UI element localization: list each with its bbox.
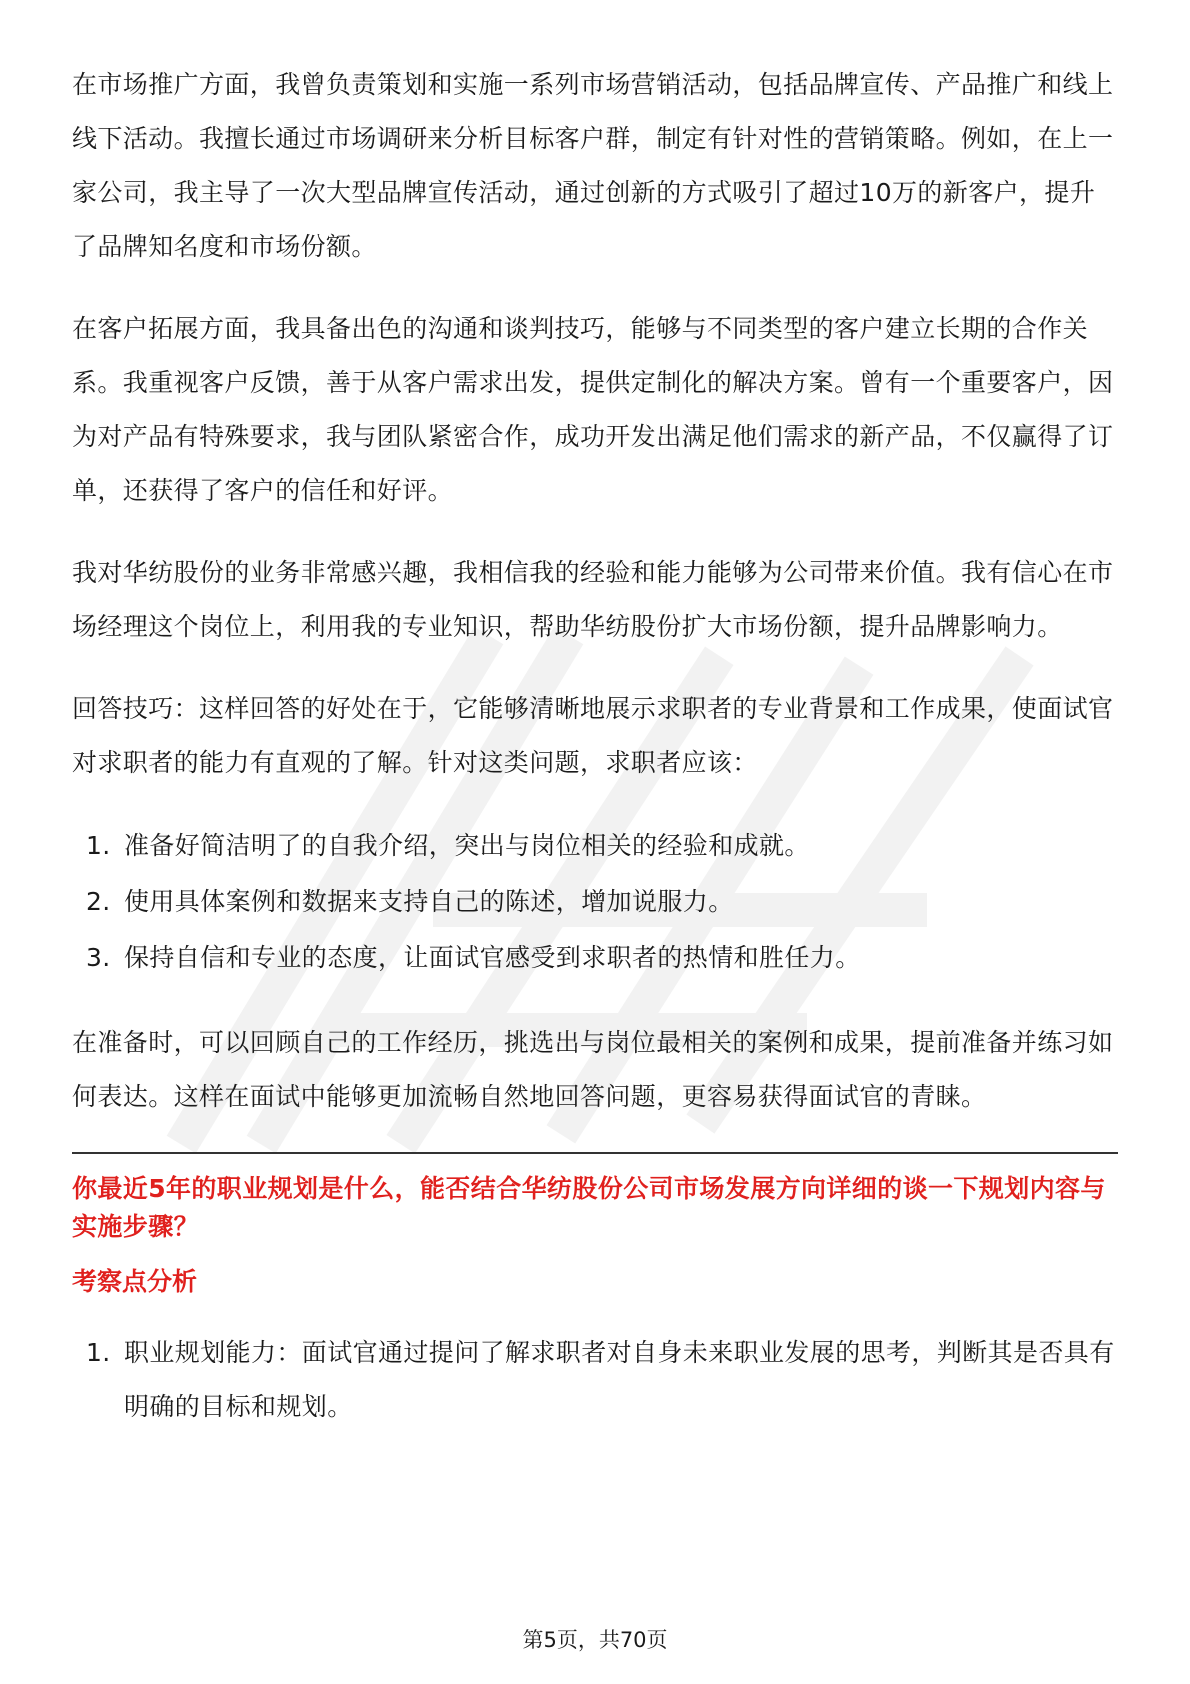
list-item [72, 874, 1118, 930]
paragraph-marketing: 在市场推广方面，我曾负责策划和实施一系列市场营销活动，包括品牌宣传、产品推广和线上线下活动。我擅长通过市场调研来分析目标客户群，制定有针对性的营销策略。例如，在上一家公司，我主导了一次大型品牌宣传活动，通过创新的方式吸引了超过10万的新客户，提升了品牌知名度和市场份额。 [72, 70, 1114, 261]
list-item-number: 2. [86, 887, 111, 916]
tips-list [72, 818, 1118, 986]
list-item [72, 930, 1118, 986]
paragraph-client-expansion: 在客户拓展方面，我具备出色的沟通和谈判技巧，能够与不同类型的客户建立长期的合作关系。我重视客户反馈，善于从客户需求出发，提供定制化的解决方案。曾有一个重要客户，因为对产品有特殊要求，我与团队紧密合作，成功开发出满足他们需求的新产品，不仅赢得了订单，还获得了客户的信任和好评。 [72, 314, 1114, 505]
list-item-number: 3. [86, 943, 111, 972]
list-item-number: 1. [86, 831, 111, 860]
paragraph-answer-tips: 回答技巧：这样回答的好处在于，它能够清晰地展示求职者的专业背景和工作成果，使面试官对求职者的能力有直观的了解。针对这类问题，求职者应该： [72, 694, 1114, 777]
section-divider [72, 1152, 1118, 1154]
list-item-text: 使用具体案例和数据来支持自己的陈述，增加说服力。 [124, 887, 734, 916]
interview-question: 你最近5年的职业规划是什么，能否结合华纺股份公司市场发展方向详细的谈一下规划内容与实施步骤？ [72, 1174, 1106, 1241]
list-item [72, 1326, 1118, 1434]
paragraph-motivation: 我对华纺股份的业务非常感兴趣，我相信我的经验和能力能够为公司带来价值。我有信心在市场经理这个岗位上，利用我的专业知识，帮助华纺股份扩大市场份额，提升品牌影响力。 [72, 558, 1114, 641]
list-item [72, 818, 1118, 874]
paragraph-preparation: 在准备时，可以回顾自己的工作经历，挑选出与岗位最相关的案例和成果，提前准备并练习如何表达。这样在面试中能够更加流畅自然地回答问题，更容易获得面试官的青睐。 [72, 1028, 1114, 1111]
analysis-list [72, 1326, 1118, 1434]
list-item-text: 职业规划能力：面试官通过提问了解求职者对自身未来职业发展的思考，判断其是否具有明确的目标和规划。 [124, 1338, 1115, 1421]
list-item-text: 保持自信和专业的态度，让面试官感受到求职者的热情和胜任力。 [124, 943, 861, 972]
page-number: 第5页，共70页 [522, 1628, 668, 1652]
analysis-heading: 考察点分析 [72, 1267, 198, 1296]
list-item-text: 准备好简洁明了的自我介绍，突出与岗位相关的经验和成就。 [124, 831, 810, 860]
main-content [72, 58, 1118, 1464]
list-item-number: 1. [86, 1338, 111, 1367]
